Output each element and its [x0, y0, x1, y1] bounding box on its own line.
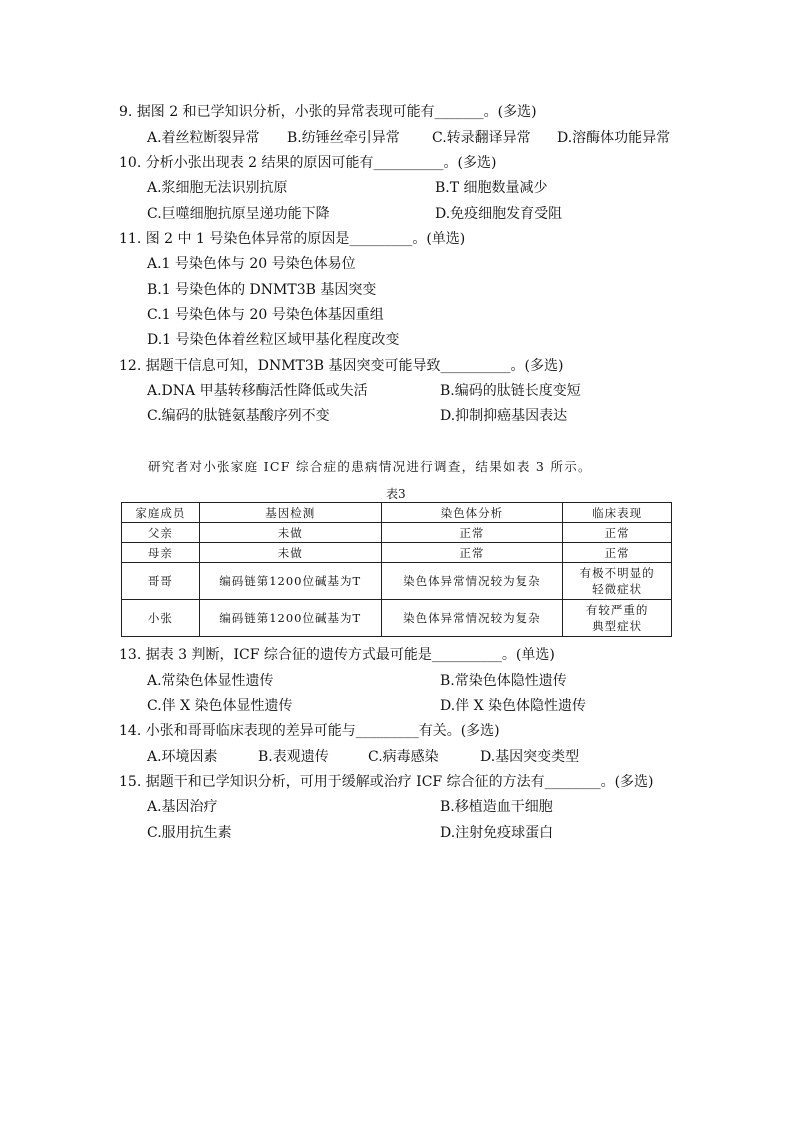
question-15-option-b: B.移植造血干细胞: [440, 799, 553, 815]
question-14-option-d: D.基因突变类型: [480, 749, 580, 765]
question-15-option-d: D.注射免疫球蛋白: [440, 825, 554, 841]
question-9-option-a: A.着丝粒断裂异常: [147, 130, 260, 146]
table-header-row: [122, 503, 672, 523]
question-11-option-a: A.1 号染色体与 20 号染色体易位: [147, 256, 356, 272]
question-11-option-c: C.1 号染色体与 20 号染色体基因重组: [147, 307, 384, 323]
cell-member: 母亲: [122, 543, 200, 563]
cell-clinical: [563, 563, 672, 600]
question-9-option-c: C.转录翻译异常: [432, 130, 531, 146]
cell-clinical: 正常: [563, 523, 672, 543]
question-13-option-c: C.伴 X 染色体显性遗传: [147, 698, 293, 714]
question-15-option-c: C.服用抗生素: [147, 825, 232, 841]
cell-clinical-line1: 有较严重的: [585, 603, 649, 617]
table3: [121, 502, 672, 637]
cell-clinical: [563, 600, 672, 637]
question-12-stem: 12. 据题干信息可知，DNMT3B 基因突变可能导致__________。(多选): [119, 358, 564, 374]
cell-member: 哥哥: [122, 563, 200, 600]
question-13-option-a: A.常染色体显性遗传: [147, 673, 274, 689]
question-12-option-c: C.编码的肽链氨基酸序列不变: [147, 408, 330, 424]
header-clinical: 临床表现: [563, 503, 672, 523]
question-9-option-d: D.溶酶体功能异常: [557, 130, 671, 146]
cell-clinical-line1: 有极不明显的: [579, 566, 655, 580]
question-10-option-c: C.巨噬细胞抗原呈递功能下降: [147, 206, 330, 222]
cell-gene: 编码链第1200位碱基为T: [199, 563, 381, 600]
table3-intro: 研究者对小张家庭 ICF 综合症的患病情况进行调查，结果如表 3 所示。: [148, 459, 592, 474]
question-12-option-a: A.DNA 甲基转移酶活性降低或失活: [147, 383, 368, 399]
table-row: [122, 543, 672, 563]
question-13-option-b: B.常染色体隐性遗传: [440, 673, 567, 689]
question-14-option-a: A.环境因素: [147, 749, 218, 765]
table-row: [122, 563, 672, 600]
question-11-option-d: D.1 号染色体着丝粒区域甲基化程度改变: [147, 332, 400, 348]
header-member: 家庭成员: [122, 503, 200, 523]
question-11-stem: 11. 图 2 中 1 号染色体异常的原因是_________。(单选): [119, 231, 466, 247]
cell-clinical-line2: 典型症状: [592, 619, 643, 633]
cell-gene: 未做: [199, 543, 381, 563]
cell-gene: 未做: [199, 523, 381, 543]
question-12-option-d: D.抑制抑癌基因表达: [440, 408, 568, 424]
question-13-stem: 13. 据表 3 判断，ICF 综合征的遗传方式最可能是__________。(单选): [119, 647, 555, 663]
question-11-option-b: B.1 号染色体的 DNMT3B 基因突变: [147, 282, 377, 298]
cell-chromosome: 正常: [381, 543, 563, 563]
cell-clinical-line2: 轻微症状: [592, 582, 643, 596]
cell-chromosome: 染色体异常情况较为复杂: [381, 600, 563, 637]
question-10-option-a: A.浆细胞无法识别抗原: [147, 180, 288, 196]
question-10-option-d: D.免疫细胞发育受阻: [435, 206, 563, 222]
question-12-option-b: B.编码的肽链长度变短: [440, 383, 581, 399]
question-9-option-b: B.纺锤丝牵引异常: [287, 130, 400, 146]
cell-clinical: 正常: [563, 543, 672, 563]
table3-caption: 表3: [386, 487, 406, 501]
question-14-option-c: C.病毒感染: [368, 749, 439, 765]
header-chromosome: 染色体分析: [381, 503, 563, 523]
question-9-stem: 9. 据图 2 和已学知识分析，小张的异常表现可能有_______。(多选): [119, 104, 537, 120]
question-13-option-d: D.伴 X 染色体隐性遗传: [440, 698, 587, 714]
header-gene: 基因检测: [199, 503, 381, 523]
question-15-stem: 15. 据题干和已学知识分析，可用于缓解或治疗 ICF 综合征的方法有________。(多选): [119, 774, 654, 790]
cell-chromosome: 染色体异常情况较为复杂: [381, 563, 563, 600]
table-row: [122, 523, 672, 543]
cell-member: 小张: [122, 600, 200, 637]
cell-member: 父亲: [122, 523, 200, 543]
cell-chromosome: 正常: [381, 523, 563, 543]
cell-gene: 编码链第1200位碱基为T: [199, 600, 381, 637]
question-10-option-b: B.T 细胞数量减少: [435, 180, 548, 196]
question-14-stem: 14. 小张和哥哥临床表现的差异可能与_________有关。(多选): [119, 723, 500, 739]
question-15-option-a: A.基因治疗: [147, 799, 218, 815]
question-10-stem: 10. 分析小张出现表 2 结果的原因可能有__________。(多选): [119, 155, 497, 171]
table-row: [122, 600, 672, 637]
question-14-option-b: B.表观遗传: [258, 749, 329, 765]
